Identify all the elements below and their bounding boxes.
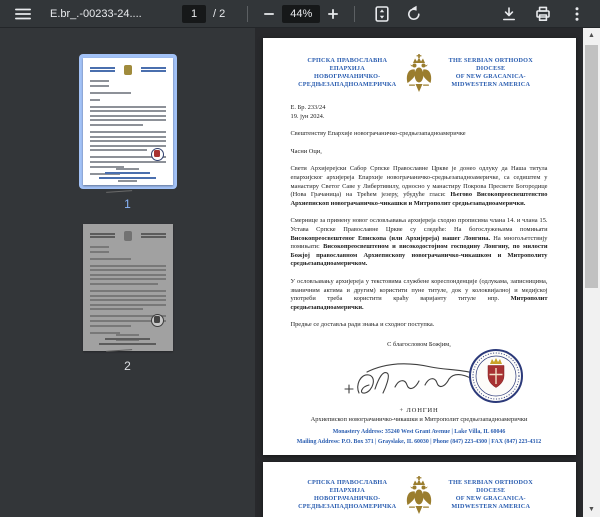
reference-number: Е. Бр. 233/24 [290, 104, 326, 111]
signature-area [291, 352, 548, 406]
document-page-2 [263, 462, 576, 517]
thumbnail-seal [151, 148, 164, 161]
print-icon[interactable] [530, 1, 556, 27]
download-icon[interactable] [496, 1, 522, 27]
letterhead [291, 54, 548, 92]
thumbnail-footer [90, 165, 166, 179]
thumbnail-page-2 [0, 224, 255, 373]
blessing-line: С благословом Божјим, [387, 340, 451, 348]
thumbnail-letterhead [90, 231, 166, 241]
zoom-level[interactable]: 44% [282, 5, 320, 23]
footer-address-line-1: Monastery Address: 35240 West Grant Avenue | Lake Villa, IL 60046 [332, 429, 506, 435]
thumbnail-page-number[interactable]: 1 [124, 197, 131, 211]
page-number-input[interactable] [182, 5, 206, 23]
rotate-icon[interactable] [401, 1, 427, 27]
addressee: Свештенству Епархије новограчаничко-средњезападноамеричке [290, 130, 466, 138]
signer-name: + ЛОНГИН [399, 407, 439, 415]
scrollbar-thumb[interactable] [585, 45, 598, 288]
signature-icon [339, 358, 489, 404]
page-2-thumbnail[interactable] [83, 224, 173, 351]
page-1-thumbnail[interactable] [83, 58, 173, 185]
thumbnail-page-1 [0, 54, 255, 211]
signer-title: Архиепископ новограчаничко-чикашки и Митрополит средњезападноамерички [310, 416, 528, 424]
scroll-down-icon[interactable]: ▼ [588, 506, 595, 513]
more-options-icon[interactable] [564, 1, 590, 27]
main-area [0, 28, 600, 517]
thumbnail-signature [105, 345, 131, 352]
diocese-name-english: THE SERBIAN ORTHODOX DIOCESE OF NEW GRACANICA-MIDWESTERN AMERICA [448, 479, 533, 510]
toolbar-divider [354, 6, 355, 22]
paragraph-2: Смернице за примену новог ословљавања архијереја сходно прописима члана 14. и члана 15. Устава Српске Православне Цркве су следеће: На богослужењима помињати Високопреосвештеног Епископа (или Архијереја) нашег Лонгина. На многољетствију помињати: Високопреосвештеном и високодостојном господину Лонгину, по милости Божјој православном Архиепископу новограчаничко-чикашком и Митрополиту средњезападноамеричком. [290, 217, 548, 268]
thumbnail-page-number[interactable]: 2 [124, 359, 131, 373]
document-viewport[interactable] [255, 28, 583, 517]
closing-line: Предње се доставља ради знања и сходног поступка. [290, 321, 435, 329]
thumbnail-footer [90, 331, 166, 345]
letter-footer [263, 428, 576, 447]
diocese-name-cyrillic: СРПСКА ПРАВОСЛАВНА ЕПАРХИЈА НОВОГРАЧАНИЧКО-СРЕДЊЕЗАПАДНОАМЕРИЧКА [298, 57, 397, 88]
crest-icon [124, 231, 132, 241]
vertical-scrollbar[interactable] [583, 28, 600, 517]
thumbnail-sidebar [0, 28, 255, 517]
fit-to-page-icon[interactable] [369, 1, 395, 27]
thumbnail-selection-ring [79, 54, 177, 189]
menu-icon[interactable] [10, 1, 36, 27]
zoom-out-icon[interactable] [256, 1, 282, 27]
document-page-1 [263, 38, 576, 455]
salutation: Часни Оци, [290, 147, 322, 155]
letterhead [291, 476, 548, 514]
diocese-seal-icon [468, 348, 524, 404]
thumbnail-letterhead [90, 65, 166, 75]
paragraph-1: Свети Архијерејски Сабор Српске Православне Цркве је донео одлуку да Наша титула епархијског архијереја Епархије новограчаничко-средњезападноамеричке, са седиштем у манастиру Светог Саве у Либертивилу, односно у манастиру Покрова Пресвете Богородице (Нова Грачаница) на Трећем језеру, убудуће гласи: Његово Високопреосвештенство Архиепископ новограчаничко-чикашки и Митрополит средњезападноамерички. [290, 165, 548, 207]
paragraph-3: У ословљавању архијереја у текстовима службене кореспонденције (одлукама, записницима, званичним актима и другим) користити пуне титуле, док у колоквијалној и медијској употреби треба користити краћу варијанту титуле нпр. Митрополит средњезападноамерички. [290, 277, 548, 311]
thumbnail-dim-wrapper [83, 224, 173, 351]
crest-icon [124, 65, 132, 75]
page-count-label: / 2 [213, 7, 226, 20]
zoom-in-icon[interactable] [320, 1, 346, 27]
scroll-up-icon[interactable]: ▲ [588, 32, 595, 39]
toolbar [0, 0, 600, 28]
footer-address-line-2: Mailing Address: P.O. Box 371 | Grayslake, IL 60030 | Phone (847) 223-4300 | FAX (847) 223-4312 [296, 438, 542, 445]
diocese-name-cyrillic: СРПСКА ПРАВОСЛАВНА ЕПАРХИЈА НОВОГРАЧАНИЧКО-СРЕДЊЕЗАПАДНОАМЕРИЧКА [298, 479, 397, 510]
diocese-crest-icon [404, 54, 434, 92]
letter-date: 19. јун 2024. [290, 112, 325, 120]
toolbar-divider [247, 6, 248, 22]
thumbnail-signature [105, 186, 131, 193]
diocese-name-english: THE SERBIAN ORTHODOX DIOCESE OF NEW GRACANICA-MIDWESTERN AMERICA [448, 57, 533, 88]
thumbnail-seal [151, 314, 164, 327]
document-title: E.br_.-00233-24.... [50, 7, 142, 20]
diocese-crest-icon [404, 476, 434, 514]
